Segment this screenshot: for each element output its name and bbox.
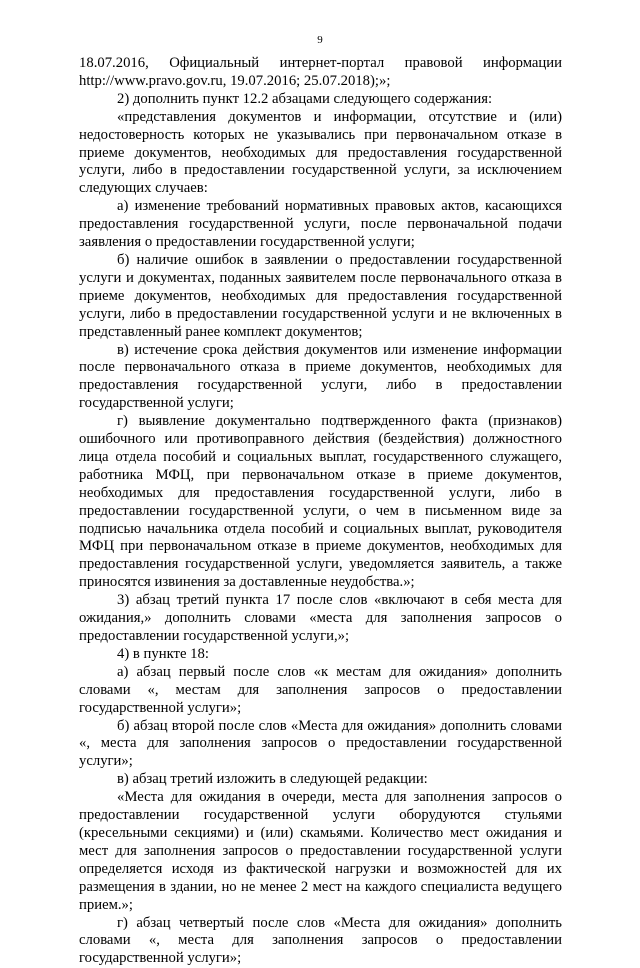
paragraph-item-4-g: г) абзац четвертый после слов «Места для ожидания» дополнить словами «, места для заполнения запросов о предоставлении государственной услуги»; [79, 915, 562, 968]
paragraph-item-2-text: «представления документов и информации, отсутствие и (или) недостоверность которых не указывались при первоначальном отказе в приеме документов, необходимых для предоставления государственной услуги, либо в предоставлении государственной услуги, за исключением следующих случаев: [79, 109, 562, 199]
paragraph-item-4: 4) в пункте 18: [79, 646, 562, 664]
paragraph-item-4-v: в) абзац третий изложить в следующей редакции: [79, 771, 562, 789]
document-body [79, 55, 562, 968]
paragraph-item-3: 3) абзац третий пункта 17 после слов «включают в себя места для ожидания,» дополнить словами «места для заполнения запросов о предоставлении государственной услуги,»; [79, 592, 562, 646]
paragraph-citation-end: 18.07.2016, Официальный интернет-портал правовой информации http://www.pravo.gov.ru, 19.07.2016; 25.07.2018);»; [79, 55, 562, 91]
paragraph-item-2-g: г) выявление документально подтвержденного факта (признаков) ошибочного или противоправного действия (бездействия) должностного лица отдела пособий и социальных выплат, государственного служащего, работника МФЦ, при первоначальном отказе в приеме документов, необходимых для предоставления государственной услуги, либо в предоставлении государственной услуги, о чем в письменном виде за подписью начальника отдела пособий и социальных выплат, руководителя МФЦ при первоначальном отказе в приеме документов, необходимых для предоставления государственной услуги, уведомляется заявитель, а также приносятся извинения за доставленные неудобства.»; [79, 413, 562, 592]
paragraph-item-2-b: б) наличие ошибок в заявлении о предоставлении государственной услуги и документах, поданных заявителем после первоначального отказа в приеме документов, необходимых для предоставления государственной услуги, либо в предоставлении государственной услуги и не включенных в представленный ранее комплект документов; [79, 252, 562, 342]
page-number: 9 [0, 34, 640, 47]
paragraph-item-4-b: б) абзац второй после слов «Места для ожидания» дополнить словами «, места для заполнения запросов о предоставлении государственной услуги»; [79, 718, 562, 772]
paragraph-item-4-a: а) абзац первый после слов «к местам для ожидания» дополнить словами «, местам для заполнения запросов о предоставлении государственной услуги»; [79, 664, 562, 718]
paragraph-item-2-v: в) истечение срока действия документов или изменение информации после первоначального отказа в приеме документов, необходимых для предоставления государственной услуги, либо в предоставлении государственной услуги; [79, 342, 562, 414]
paragraph-item-2-a: а) изменение требований нормативных правовых актов, касающихся предоставления государственной услуги, после первоначальной подачи заявления о предоставлении государственной услуги; [79, 198, 562, 252]
paragraph-item-4-v-text: «Места для ожидания в очереди, места для заполнения запросов о предоставлении государственной услуги оборудуются стульями (кресельными секциями) и (или) скамьями. Количество мест ожидания и мест для заполнения запросов о предоставлении государственной услуги определяется исходя из фактической нагрузки и возможностей для их размещения в здании, но не менее 2 мест на каждого специалиста ведущего прием.»; [79, 789, 562, 914]
paragraph-item-2: 2) дополнить пункт 12.2 абзацами следующего содержания: [79, 91, 562, 109]
